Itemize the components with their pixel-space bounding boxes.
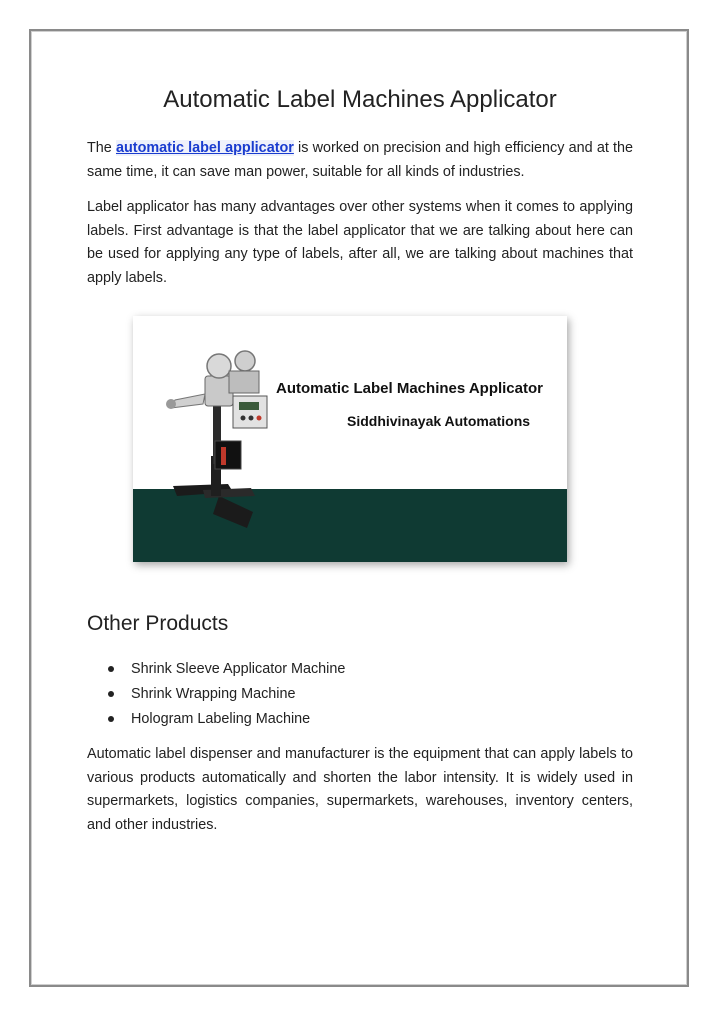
intro-suffix: is worked on precision and high efficiency and at the same time, it can save man power, suitable for all kinds of industries. (87, 140, 634, 180)
intro-paragraph (87, 137, 633, 184)
dispenser-paragraph: Automatic label dispenser and manufacturer is the equipment that can apply labels to various products automatically and shorten the labor intensity. It is widely used in supermarkets, logistics companies, supermarkets, warehouses, inventory centers, and other industries. (87, 746, 633, 833)
banner-band (133, 489, 567, 562)
page-title: Automatic Label Machines Applicator (163, 86, 557, 113)
product-banner-image (133, 316, 567, 562)
intro-prefix: The (87, 140, 116, 156)
other-products-heading: Other Products (87, 612, 229, 635)
bullet-icon (108, 666, 114, 672)
automatic-label-applicator-link[interactable]: automatic label applicator (115, 140, 294, 156)
list-item (107, 682, 345, 707)
product-item-label: Shrink Sleeve Applicator Machine (131, 661, 346, 678)
product-item-label: Shrink Wrapping Machine (131, 686, 296, 703)
product-item-label: Hologram Labeling Machine (131, 710, 311, 727)
other-products-list (107, 657, 345, 731)
bullet-icon (108, 716, 114, 722)
list-item (107, 706, 345, 731)
advantages-paragraph: Label applicator has many advantages over other systems when it comes to applying labels. First advantage is that the label applicator that we are talking about here can be used for applying any type of labels, after all, we are talking about machines that apply labels. (87, 199, 633, 286)
bullet-icon (108, 691, 114, 697)
list-item (107, 657, 345, 682)
banner-heading: Automatic Label Machines Applicator (276, 380, 543, 397)
banner-company: Siddhivinayak Automations (347, 413, 531, 429)
